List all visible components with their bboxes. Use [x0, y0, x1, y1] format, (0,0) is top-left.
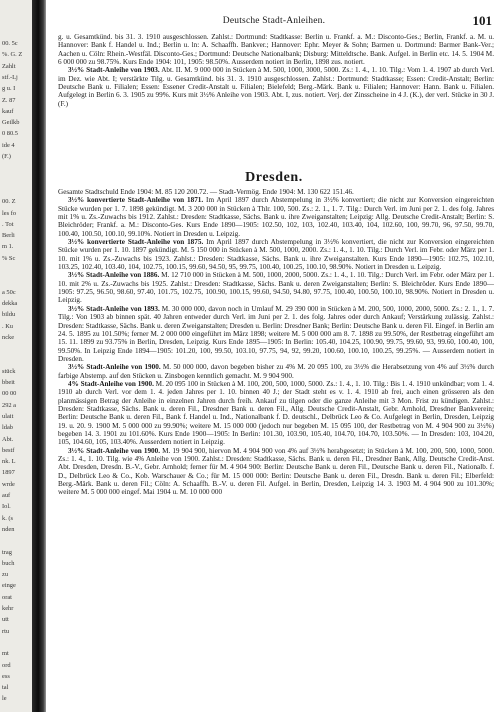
facing-page-line: m 1.	[2, 243, 14, 251]
facing-page-line: Geilkb	[2, 119, 20, 127]
facing-page-line: bbeit	[2, 379, 15, 386]
facing-page-line: Iol.	[2, 503, 11, 511]
facing-page-line: . Ku	[2, 322, 14, 330]
top-paragraph: 3½% Stadt-Anleihe von 1903. Abt. II. M. 9 000 000 in Stücken à M. 500, 1000, 3000, 5000. Zs.: 1. 4., 1. 10. Tilg.: Vom 1. 4. 1907 ab durch Verl. im Dez. wie Abt. I; verstärkte Tilg. u. Gesamtkünd. bis 31. 3. 1910 ausgeschlossen. Zahlst.: Dortmund: Stadtkasse; Essen: Credit-Anstalt; Berlin: Deutsche Bank u. Filialen; Essen: Essener Credit-Anstalt u. Filialen; Bielefeld; Berg.-Märk. Bank u. Filialen; Hannover: Hann. Bank u. Filialen. Aufgelegt in Berlin 6. 3. 1905 zu 99%. Kurs mit 3½% Anleihe von 1903. Abt. I, zus. notiert. Verj. der Zinsscheine in 4 J. (K.), der verl. Stücke in 30 J. (F.)	[58, 66, 494, 108]
facing-page-line: dekka	[2, 299, 18, 307]
top-text-block	[58, 33, 494, 108]
book-gutter	[32, 0, 46, 712]
facing-page-line: ord	[2, 661, 11, 669]
facing-page-line: ldab	[2, 424, 14, 432]
facing-page-line: 00. Z	[2, 198, 16, 206]
main-text-block	[58, 188, 494, 497]
facing-page-line: nden	[2, 525, 15, 533]
facing-page-line: Zahlt	[2, 62, 16, 70]
facing-page-line: . Tot	[2, 220, 14, 228]
loan-paragraph: 3½% konvertierte Stadt-Anleihe von 1875. Im April 1897 durch Abstempelung in 3½% konvertiert, die nicht zur Konversion eingereichten Stücke wurden per 1. 10. 1897 gekündigt. M. 5 150 000 in Stücken à M. 500, 1000, 2000. Zs.: 1. 4., 1. 10. Tilg.: Durch Verl. im Febr. oder März per 1. 10. mit 1% u. Zs.-Zuwachs bis 1923. Zahlst.: Dresden: Stadtkasse, Sächs. Bank u. ihre Zweiganstalten. Kurs Ende 1890—1905: 102.75, 102.10, 103.25, 102.40, 103.40, 104, 102.75, 100.15, 99.60, 94.50, 95, 99.75, 100.40, 100.25, 100.10, 98.90%. Notiert in Dresden u. Leipzig.	[58, 238, 494, 272]
facing-page-line: bildu	[2, 311, 16, 319]
facing-page-line: g u. I	[2, 85, 16, 93]
loan-paragraph: 3½% konvertierte Stadt-Anleihe von 1871. Im April 1897 durch Abstempelung in 3½% konvertiert; die nicht zur Konversion eingereichten Stücke wurden per 1. 7. 1898 gekündigt. M. 3 200 000 in Stücken à Thlr. 100, 500. Zs.: 2. 1., 1. 7. Tilg.: Durch Verl. im Juni per 2. 1. des folg. Jahres mit 1% u. Zs.-Zuwachs bis 1912. Zahlst.: Dresden: Stadtkasse, Sächs. Bank u. ihre Zweiganstalten; Leipzig: Allg. Deutsche Credit-Anstalt; Berlin: S. Bleichröder; Frankf. a. M.: Disconto-Ges. Kurs Ende 1890—1905: 102.50, 102, 103, 102.40, 103.40, 104, 102.60, 100, 99.70, 96, 97.50, 99.70, 100.40, 100.50, 100.10, 99.10%. Notiert in Dresden u. Leipzig.	[58, 196, 494, 238]
facing-page-line: utt	[2, 616, 9, 624]
section-heading: Dresden.	[245, 170, 303, 185]
facing-page-line: rtu	[2, 627, 10, 635]
facing-page-line: stf.-Lj	[2, 73, 18, 81]
loan-paragraph: 3½% Stadt-Anleihe von 1893. M. 30 000 000, davon noch in Umlauf M. 29 390 000 in Stücken à M. 200, 500, 1000, 2000, 5000. Zs.: 2. 1., 1. 7. Tilg.: Von 1903 ab binnen spät. 40 Jahren entweder durch Verl. im Juni per 2. 1. des folg. Jahres oder durch Ankauf; Verstärkung zulässig. Zahlst.: Dresden: Stadtkasse, Sächs. Bank u. deren Zweiganstalten; Dresden u. Berlin: Dresdner Bank; Berlin: Deutsche Bank u. deren Fil. Eingef. in Berlin am 24. 5. 1895 zu 101.50%; ferner M. 2 000 000 eingeführt im März 1898; weitere M. 5 000 000 am 8. 7. 1898 zu 99.50%, der Restbetrag eingeführt am 15. 11. 1899 zu 93.75% in Berlin, Dresden, Leipzig. Kurs Ende 1895—1905: In Berlin: 105.40, 104.25, 100.90, 99.75, 99.60, 93, 99.60, 100.40, 100, 99.50%. In Leipzig Ende 1894—1905: 101.20, 100, 99.50, 103.10, 97.75, 94, 92, 99.20, 100.60, 100.10, 100.25, 99.25%. — Ausserdem notiert in Dresden.	[58, 304, 494, 363]
facing-page-line: le	[2, 695, 7, 703]
facing-page-line: %. G. Z	[2, 51, 23, 59]
facing-page-line: buch	[2, 559, 15, 567]
facing-page-line: ncke	[2, 333, 15, 341]
facing-page-line: 00. 5c	[2, 40, 18, 47]
facing-page-line: k. (s	[2, 514, 14, 522]
facing-page-line: ulait	[2, 412, 14, 420]
loan-paragraph: 3½% Stadt-Anleihe von 1886. M. 12 710 000 in Stücken à M. 500, 1000, 2000, 5000. Zs.: 1. 4., 1. 10. Tilg.: Durch Verl. im Febr. oder März per 1. 10. mit 2% u. Zs.-Zuwachs bis 1925. Zahlst.: Dresden: Stadtkasse, Sächs. Bank u. deren Zweiganstalten; Berlin: S. Bleichröder. Kurs Ende 1890—1905: 97.25, 96.50, 98.60, 97.40, 101.75, 102.75, 100.90, 100.15, 99.60, 94.50, 94.80, 97.75, 100.40, 100.50, 100.10, 98.90%. Notiert in Dresden u. Leipzig.	[58, 271, 494, 305]
facing-page-line: 1897	[2, 469, 15, 477]
facing-page-line: Z. 87	[2, 96, 16, 104]
loan-paragraph: 3½% Stadt-Anleihe von 1900. M. 19 904 900, hiervon M. 4 904 900 von 4% auf 3½% herabgesetzt; in Stücken à M. 100, 200, 500, 1000, 5000. Zs.: 1. 4., 1. 10. Tilg. wie 4% Anleihe von 1900. Zahlst.: Dresden: Stadtkasse, Sächs. Bank u. deren Fil., Dresdner Bank, Allg. Deutsche Credit-Anst. Abt. Dresden, Dresdn. B.-V., Gebr. Arnhold; ferner für M. 4 904 900: Berlin: Deutsche Bank u. deren Fil., Deutsche Bank u. deren Fil., Nationalb. f. D., Delbrück Leo & Co., Kob. Warschauer & Co.; für M. 15 000 000: Berlin: Deutsche Bank u. deren Fil., Dresdn. Bank u. deren Fil.; Elberfeld: Berg.-Märk. Bank u. deren Fil.; Cöln: A. Schaaffh. B.-V. u. deren Fil. Aufgel. in Berlin, Dresden, Leipzig 14. 3. 1903 M. 4 904 900 zu 101.30%; weitere M. 5 000 000 eingef. Mai 1904 u. M. 10 000 000	[58, 446, 494, 497]
facing-page-line: % Sc	[2, 254, 16, 262]
facing-page-fragment	[0, 0, 32, 712]
facing-page-line: 0 80.5	[2, 130, 18, 138]
facing-page-line: mt	[2, 650, 9, 658]
facing-page-line: 292 a	[2, 401, 17, 409]
facing-page-line: wrde	[2, 480, 15, 488]
facing-page-line: a 50c	[2, 288, 16, 296]
facing-page-line: orat	[2, 593, 12, 601]
document-page	[50, 0, 498, 712]
facing-page-line: nk. L	[2, 458, 16, 466]
running-head: Deutsche Stadt-Anleihen.	[222, 16, 326, 26]
facing-page-line: stück	[2, 367, 16, 375]
facing-page-line: trag	[2, 548, 12, 556]
facing-page-line: einge	[2, 582, 16, 590]
facing-page-line: tal	[2, 684, 9, 692]
facing-page-line: 00 00	[2, 390, 17, 398]
facing-page-line: Abt.	[2, 435, 14, 443]
loan-paragraph: 4% Stadt-Anleihe von 1900. M. 20 095 100 in Stücken à M. 100, 200, 500, 1000, 5000. Zs.: 1. 4., 1. 10. Tilg.: Bis 1. 4. 1910 unkündbar; vom 1. 4. 1910 ab durch Verl. vor dem 1. 4. jeden Jahres per 1. 10. binnen 40 J.; der Stadt steht es v. 1. 4. 1910 ab frei, auch einen grösseren als den planmässigen Betrag der Anleihe in einzelnen Jahren durch freih. Ankauf zu tilgen oder die ganze Anleihe mit 3 Mon. Frist zu kündigen. Zahlst.: Dresden: Stadtkasse, Sächs. Bank u. deren Fil., Dresdner Bank u. deren Fil., Allg. Deutsche Credit-Anstalt, Gebr. Arnhold, Dresdner Bankverein; Berlin: Deutsche Bank u. deren Fil., Bank f. Handel u. Ind., Nationalbank f. D. deutschl., Delbrück Leo & Co. Aufgelegt in Berlin, Dresden, Leipzig 19. u. 20. 9. 1900 M. 5 000 000 zu 99.90%; weitere M. 15 000 000 (jedoch nur begeben M. 15 095 100, der Restbetrag von M. 4 904 900 zu 3½%) begeben 14. 3. 1901 zu 101.60%. Kurs Ende 1900—1905: In Berlin: 101.30, 103.90, 105.40, 104.70, 104.70, 103.50%. — In Dresden: 103, 104.20, 105, 104.60, 105, 103.40%. Ausserdem notiert in Leipzig.	[58, 379, 494, 447]
facing-page-line: zu	[2, 571, 9, 579]
loan-paragraph: Gesamte Stadtschuld Ende 1904: M. 85 120 200.72. — Stadt-Vermög. Ende 1904: M. 130 622 151.46.	[58, 188, 354, 196]
page-number: 101	[472, 13, 492, 28]
facing-page-line: les fo	[2, 209, 17, 217]
facing-page-line: ide 4	[2, 141, 15, 149]
facing-page-line: bestf	[2, 446, 15, 454]
facing-page-line: Berli	[2, 232, 15, 240]
top-paragraph: g. u. Gesamtkünd. bis 31. 3. 1910 ausgeschlossen. Zahlst.: Dortmund: Stadtkasse: Berlin u. Frankf. a. M.: Disconto-Ges.; Berlin, Frankf. a. M. u. Hannover: Bank f. Handel u. Ind.; Berlin u. ln: A. Schaaffh. Bankver.; Hannover: Ephr. Meyer & Sohn; Barmen u. Dortmund: Barmer Bank-Ver.; Aachen u. Cöln: Rhein.-Westfäl. Disconto-Ges.; Dortmund: Deutsche Nationalbank; Disburg: Mitteldtsche. Bank. Aufgel. in Berlin etc. 14. 5. 1904 M. 6 000 000 zu 98.75%. Kurs Ende 1904: 101, 1905: 98.50%. Ausserdem notiert in Berlin, 1898 zus. notiert.	[58, 33, 494, 67]
facing-page-line: ess	[2, 672, 10, 680]
facing-page-line: auf	[2, 492, 11, 499]
loan-paragraph: 3½% Stadt-Anleihe von 1900. M. 50 000 000, davon begeben bisher zu 4% M. 20 095 100, zu 3½% die Herabsetzung von 4% auf 3½% durch farbige Abstemp. auf den Stücken u. Zinsbogen kenntlich gemacht. M. 9 904 900.	[58, 363, 495, 380]
facing-page-line: (F.)	[2, 153, 11, 160]
facing-page-line: kauf	[2, 107, 14, 115]
facing-page-line: kehr	[2, 605, 14, 612]
